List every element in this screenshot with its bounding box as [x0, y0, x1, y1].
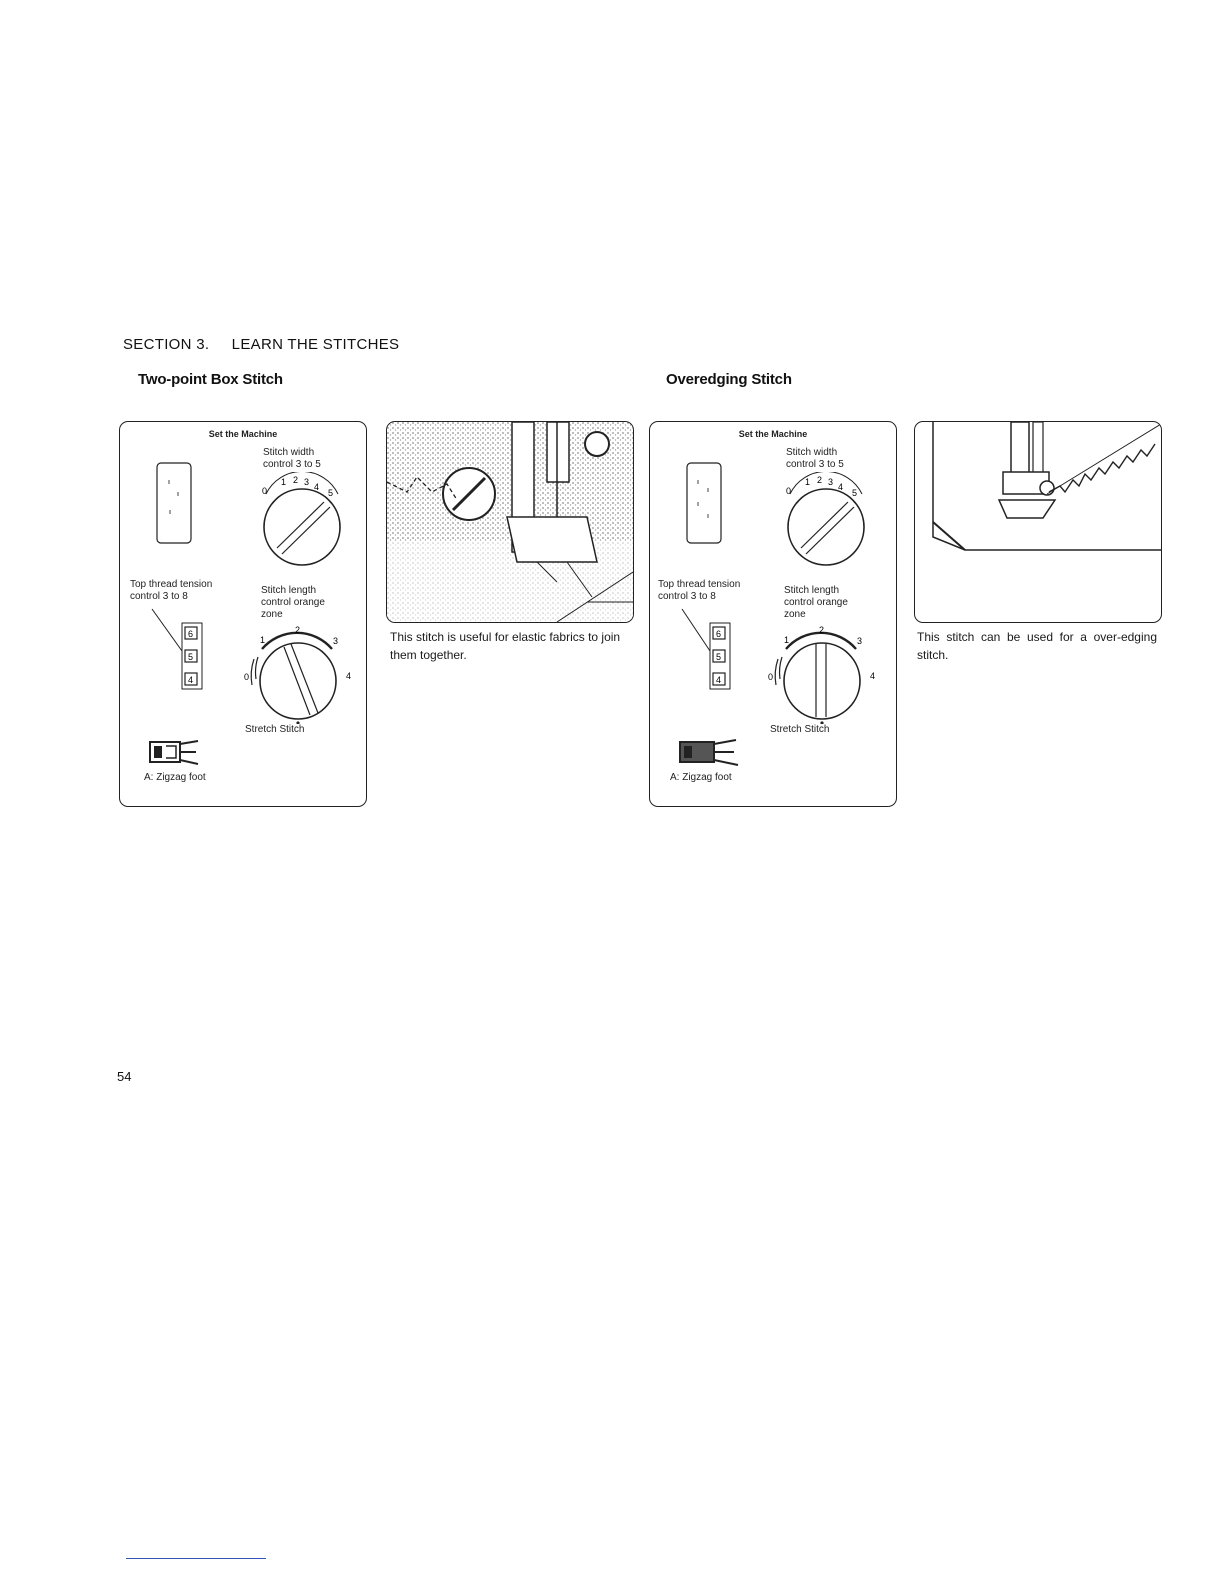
set-machine-panel-overedging [649, 421, 897, 807]
length-num-4: 4 [346, 671, 352, 681]
stitch-length-dial [762, 619, 880, 724]
stitch-title-overedging: Overedging Stitch [666, 371, 792, 388]
set-machine-heading: Set the Machine [208, 429, 278, 439]
width-num-1: 1 [281, 477, 287, 487]
width-num-5: 5 [328, 488, 334, 498]
stitch-photo-box [386, 421, 634, 623]
width-num-2: 2 [293, 475, 299, 485]
length-label-line3: zone [784, 609, 806, 620]
stretch-stitch-label: Stretch Stitch [770, 724, 830, 735]
width-num-4: 4 [314, 482, 320, 492]
stretch-stitch-label: Stretch Stitch [245, 724, 305, 735]
length-num-3: 3 [333, 636, 339, 646]
set-machine-heading: Set the Machine [738, 429, 808, 439]
tension-num-4: 4 [188, 675, 194, 685]
length-num-4: 4 [870, 671, 876, 681]
stitch-caption-box: This stitch is useful for elastic fabrics to join them together. [390, 630, 621, 662]
stitch-width-dial [252, 472, 352, 567]
width-label-line1: Stitch width [263, 447, 315, 458]
length-num-2: 2 [295, 625, 301, 635]
set-machine-panel-box [119, 421, 367, 807]
width-label-line1: Stitch width [786, 447, 838, 458]
width-num-0: 0 [262, 486, 268, 496]
length-label-line1: Stitch length [784, 585, 840, 596]
stitch-photo-overedging [914, 421, 1162, 623]
tension-num-5: 5 [716, 652, 722, 662]
length-label-line2: control orange [261, 597, 325, 608]
length-num-1: 1 [260, 635, 266, 645]
width-num-5: 5 [852, 488, 858, 498]
stitch-pattern-window [156, 462, 192, 544]
page-number: 54 [117, 1069, 132, 1084]
box-stitch-illustration [387, 422, 633, 622]
width-num-3: 3 [304, 477, 310, 487]
stitch-title-box: Two-point Box Stitch [138, 371, 283, 388]
footer-rule [126, 1558, 266, 1559]
stitch-width-dial [776, 472, 876, 567]
width-num-1: 1 [805, 477, 811, 487]
tension-scale [130, 607, 210, 693]
length-label-line1: Stitch length [261, 585, 317, 596]
section-title: SECTION 3. LEARN THE STITCHES [123, 336, 400, 353]
length-num-0: 0 [768, 672, 774, 682]
tension-num-5: 5 [188, 652, 194, 662]
width-num-3: 3 [828, 477, 834, 487]
length-num-0: 0 [244, 672, 250, 682]
length-num-1: 1 [784, 635, 790, 645]
tension-num-4: 4 [716, 675, 722, 685]
tension-scale [660, 607, 740, 693]
length-num-3: 3 [857, 636, 863, 646]
overedging-stitch-illustration [915, 422, 1161, 622]
length-label-line3: zone [261, 609, 283, 620]
tension-num-6: 6 [188, 629, 194, 639]
tension-num-6: 6 [716, 629, 722, 639]
stitch-caption-overedging: This stitch can be used for a over-edging stitch. [917, 630, 1157, 662]
zigzag-foot-icon [148, 738, 202, 766]
tension-label-line2: control 3 to 8 [130, 591, 188, 602]
tension-label-line2: control 3 to 8 [658, 591, 716, 602]
width-label-line2: control 3 to 5 [263, 459, 321, 470]
zigzag-foot-icon [678, 738, 742, 766]
tension-label-line1: Top thread tension [658, 579, 741, 590]
stitch-pattern-window [686, 462, 722, 544]
width-num-2: 2 [817, 475, 823, 485]
length-num-2: 2 [819, 625, 825, 635]
width-num-4: 4 [838, 482, 844, 492]
tension-label-line1: Top thread tension [130, 579, 213, 590]
stitch-length-dial [238, 619, 356, 724]
width-num-0: 0 [786, 486, 792, 496]
width-label-line2: control 3 to 5 [786, 459, 844, 470]
foot-label: A: Zigzag foot [670, 772, 732, 783]
foot-label: A: Zigzag foot [144, 772, 206, 783]
length-label-line2: control orange [784, 597, 848, 608]
